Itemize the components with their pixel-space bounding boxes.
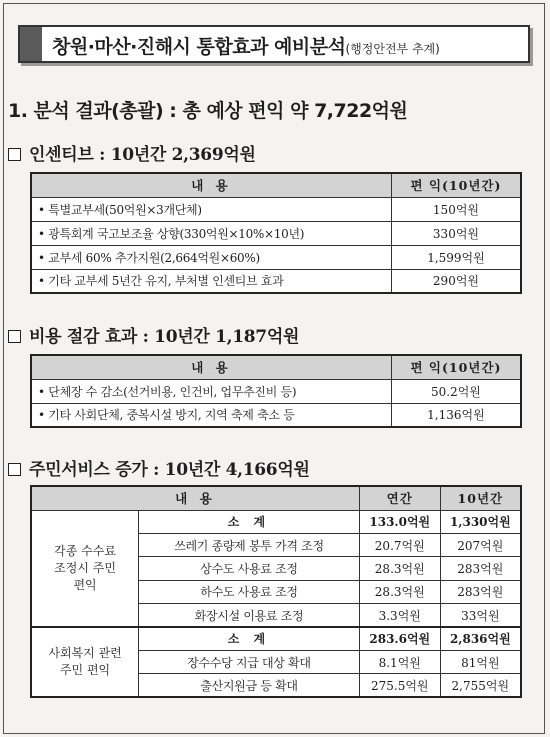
- row-annual: 28.3억원: [359, 557, 440, 580]
- section-cost-title: [8, 322, 299, 347]
- checkbox-icon: [8, 330, 21, 343]
- row-item: 쓰레기 종량제 봉투 가격 조정: [139, 533, 360, 556]
- table-header-row: [31, 173, 521, 197]
- row-annual: 20.7억원: [359, 533, 440, 556]
- row-10yr: 283억원: [440, 557, 521, 580]
- row-annual: 3.3억원: [359, 604, 440, 627]
- row-item: • 기타 사회단체, 중복시설 방지, 지역 축제 축소 등: [31, 403, 391, 427]
- table-row: [31, 403, 521, 427]
- section-incentive-title: [8, 140, 256, 165]
- row-item: • 기타 교부세 5년간 유지, 부처별 인센티브 효과: [31, 269, 391, 293]
- section-incentive-label: 인센티브 : 10년간 2,369억원: [29, 145, 256, 165]
- row-10yr: 33억원: [440, 604, 521, 627]
- table-header-row: [31, 486, 521, 510]
- row-annual: 8.1억원: [359, 650, 440, 673]
- section-cost-label: 비용 절감 효과 : 10년간 1,187억원: [29, 327, 300, 347]
- table-header-row: [31, 355, 521, 379]
- title-box: [18, 25, 530, 63]
- section-service-title: [8, 455, 310, 480]
- row-item: • 광특회계 국고보조율 상향(330억원×10%×10년): [31, 221, 391, 245]
- subtotal-label: 소 계: [139, 510, 360, 533]
- incentive-table: [30, 172, 522, 294]
- row-item: 장수수당 지급 대상 확대: [139, 650, 360, 673]
- cost-table: [30, 354, 522, 428]
- row-item: 하수도 사용료 조정: [139, 580, 360, 603]
- row-value: 50.2억원: [391, 379, 521, 403]
- table-row: [31, 221, 521, 245]
- row-item: 상수도 사용료 조정: [139, 557, 360, 580]
- subtotal-annual: 133.0억원: [359, 510, 440, 533]
- title-accent-bar: [20, 27, 42, 61]
- table-row: [31, 269, 521, 293]
- row-item: • 특별교부세(50억원×3개단체): [31, 197, 391, 221]
- row-item: • 교부세 60% 추가지원(2,664억원×60%): [31, 245, 391, 269]
- title-main: 창원·마산·진해시 통합효과 예비분석: [52, 36, 346, 58]
- row-value: 330억원: [391, 221, 521, 245]
- row-value: 1,599억원: [391, 245, 521, 269]
- col-benefit-header: 편 익(10년간): [391, 173, 521, 197]
- row-value: 1,136억원: [391, 403, 521, 427]
- service-table: [30, 485, 522, 698]
- row-item: 화장시설 이용료 조정: [139, 604, 360, 627]
- row-value: 290억원: [391, 269, 521, 293]
- row-annual: 28.3억원: [359, 580, 440, 603]
- subtotal-10yr: 1,330억원: [440, 510, 521, 533]
- subtotal-annual: 283.6억원: [359, 627, 440, 650]
- row-10yr: 207억원: [440, 533, 521, 556]
- col-benefit-header: 편 익(10년간): [391, 355, 521, 379]
- section-service-label: 주민서비스 증가 : 10년간 4,166억원: [29, 460, 310, 480]
- table-row: [31, 245, 521, 269]
- row-10yr: 2,755억원: [440, 674, 521, 697]
- row-item: 출산지원금 등 확대: [139, 674, 360, 697]
- row-10yr: 283억원: [440, 580, 521, 603]
- summary-heading: 1. 분석 결과(총괄) : 총 예상 편익 약 7,722억원: [8, 100, 408, 122]
- row-10yr: 81억원: [440, 650, 521, 673]
- col-content-header: 내 용: [31, 355, 391, 379]
- checkbox-icon: [8, 148, 21, 161]
- row-value: 150억원: [391, 197, 521, 221]
- col-content-header: 내 용: [31, 486, 359, 510]
- page-title: [52, 32, 440, 59]
- row-annual: 275.5억원: [359, 674, 440, 697]
- row-item: • 단체장 수 감소(선거비용, 인건비, 업무추진비 등): [31, 379, 391, 403]
- checkbox-icon: [8, 463, 21, 476]
- subtotal-label: 소 계: [139, 627, 360, 650]
- table-row: [31, 197, 521, 221]
- table-row: [31, 510, 521, 533]
- group-label: 각종 수수료 조정시 주민 편익: [31, 510, 139, 627]
- col-content-header: 내 용: [31, 173, 391, 197]
- subtotal-10yr: 2,836억원: [440, 627, 521, 650]
- table-row: [31, 627, 521, 650]
- group-label: 사회복지 관련 주민 편익: [31, 627, 139, 697]
- title-subtitle: (행정안전부 추계): [345, 42, 440, 56]
- col-10yr-header: 10년간: [440, 486, 521, 510]
- col-annual-header: 연간: [359, 486, 440, 510]
- table-row: [31, 379, 521, 403]
